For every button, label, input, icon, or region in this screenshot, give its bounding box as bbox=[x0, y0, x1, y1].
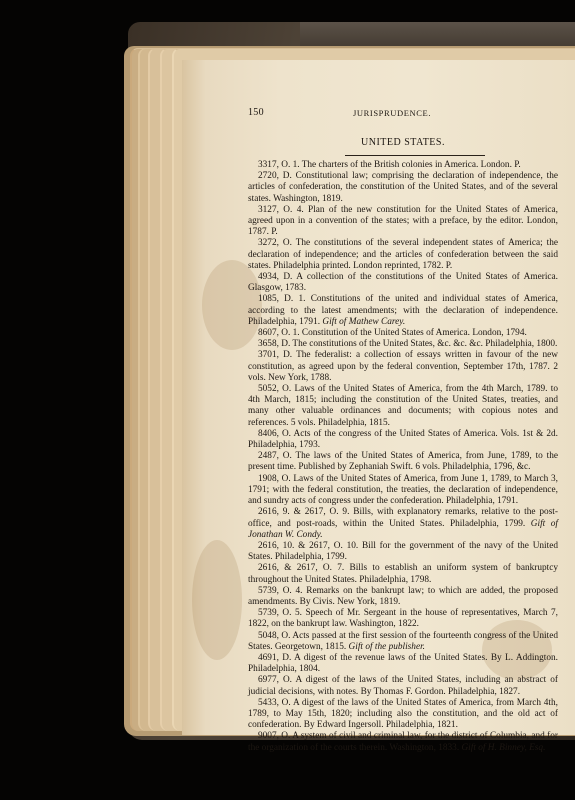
catalog-entry-text: 6977, O. A digest of the laws of the United States, including an abstract of judicial decisions, with notes. By Thomas F. Gordon. Philadelphia, 1827. bbox=[248, 675, 558, 697]
catalog-entry bbox=[248, 339, 558, 350]
catalog-entry bbox=[248, 731, 558, 753]
catalog-entry-text: 8406, O. Acts of the congress of the United States of America. Vols. 1st & 2d. Philadelphia, 1793. bbox=[248, 428, 558, 451]
catalog-entry-text: 5433, O. A digest of the laws of the United States of America, from March 4th, 1789, to May 15th, 1820; including also the constitution, and the old act of confederation. By Edward Ingersoll. Philadelphia, 1821. bbox=[248, 697, 558, 731]
catalog-entry bbox=[248, 451, 558, 473]
catalog-entry bbox=[248, 160, 558, 171]
catalog-entry-text: 5052, O. Laws of the United States of America, from the 4th March, 1789. to 4th March, 1815; including the constitution of the United States, treaties, and many other valuable ordinances and documents; with copious notes and references. 5 vols. Philadelphia, 1815. bbox=[248, 384, 558, 428]
catalog-entries bbox=[248, 160, 558, 754]
page-number: 150 bbox=[248, 107, 264, 118]
catalog-entry bbox=[248, 384, 558, 429]
catalog-entry-gift: Gift of H. Binney, Esq. bbox=[461, 742, 546, 753]
catalog-entry-text: 1908, O. Laws of the United States of America, from June 1, 1789, to March 3, 1791; with the federal constitution, the treaties, the declaration of independence, and sundry acts of congress under the confederation. Philadelphia, 1791. bbox=[248, 473, 558, 507]
catalog-entry bbox=[248, 631, 558, 653]
catalog-entry-text: 3127, O. 4. Plan of the new constitution for the United States of America, agreed upon in a convention of the states; with a preface, by the editor. London, 1787. P. bbox=[248, 204, 558, 238]
catalog-entry-text: 4691, D. A digest of the revenue laws of the United States. By L. Addington. Philadelphia, 1804. bbox=[248, 652, 558, 675]
catalog-entry bbox=[248, 205, 558, 239]
catalog-entry-text: 3317, O. 1. The charters of the British colonies in America. London. P. bbox=[258, 160, 521, 170]
catalog-entry-text: 4934, D. A collection of the constitutions of the United States of America. Glasgow, 1783. bbox=[248, 272, 558, 294]
catalog-entry bbox=[248, 675, 558, 697]
catalog-entry-text: 2616, 10. & 2617, O. 10. Bill for the government of the navy of the United States. Philadelphia, 1799. bbox=[248, 540, 558, 563]
catalog-entry-text: 3658, D. The constitutions of the United States, &c. &c. &c. Philadelphia, 1800. bbox=[258, 339, 558, 350]
catalog-entry bbox=[248, 586, 558, 608]
running-title: JURISPRUDENCE. bbox=[353, 108, 432, 118]
catalog-entry bbox=[248, 698, 558, 732]
section-title: UNITED STATES. bbox=[361, 137, 445, 148]
catalog-entry-text: 5048, O. Acts passed at the first session of the fourteenth congress of the United States. Georgetown, 1815. bbox=[248, 630, 558, 652]
catalog-entry-text: 5739, O. 5. Speech of Mr. Sergeant in the house of representatives, March 7, 1822, on the bankrupt law. Washington, 1822. bbox=[248, 608, 558, 630]
catalog-entry bbox=[248, 350, 558, 384]
catalog-entry bbox=[248, 608, 558, 630]
catalog-entry-text: 2487, O. The laws of the United States of America, from June, 1789, to the present time. Published by Zephaniah Swift. 6 vols. Philadelphia, 1796, &c. bbox=[248, 451, 558, 473]
catalog-entry-gift: Gift of Mathew Carey. bbox=[322, 316, 406, 327]
catalog-entry bbox=[248, 507, 558, 541]
catalog-entry-text: 2720, D. Constitutional law; comprising the declaration of independence, the articles of confederation, the constitution of the United States, and of the several states. Washington, 1819. bbox=[248, 171, 558, 204]
catalog-entry-text: 3701, D. The federalist: a collection of essays written in favour of the new constitution, as agreed upon by the federal convention, September 17th, 1787. 2 vols. New York, 1788. bbox=[248, 350, 558, 383]
catalog-entry-text: 5739, O. 4. Remarks on the bankrupt law; to which are added, the proposed amendments. By Civis. New York, 1819. bbox=[248, 585, 558, 607]
catalog-entry-text: 8607, O. 1. Constitution of the United States of America. London, 1794. bbox=[258, 328, 527, 339]
catalog-entry-text: 2616, & 2617, O. 7. Bills to establish an uniform system of bankruptcy throughout the United States. Philadelphia, 1798. bbox=[248, 563, 558, 585]
catalog-entry-text: 9007, O. A system of civil and criminal law, for the district of Columbia, and for the organization of the courts therein. Washington, 1833. bbox=[248, 731, 558, 753]
catalog-entry bbox=[248, 328, 558, 339]
catalog-entry-text: 1085, D. 1. Constitutions of the united and individual states of America, according to the latest amendments; with the declaration of independence. Philadelphia, 1791. bbox=[248, 294, 558, 327]
catalog-entry-gift: Gift of Jonathan W. Condy. bbox=[248, 518, 558, 540]
catalog-entry-text: 3272, O. The constitutions of the several independent states of America; the declaration of independence; and the articles of confederation between the said states. Philadelphia printed. London reprinted, 1782. P. bbox=[248, 238, 558, 271]
catalog-entry bbox=[248, 272, 558, 294]
catalog-entry bbox=[248, 653, 558, 675]
catalog-entry bbox=[248, 238, 558, 272]
catalog-entry bbox=[248, 541, 558, 563]
catalog-entry bbox=[248, 171, 558, 205]
page-stain bbox=[192, 540, 242, 660]
catalog-entry bbox=[248, 563, 558, 585]
catalog-entry bbox=[248, 294, 558, 328]
catalog-entry bbox=[248, 429, 558, 451]
catalog-entry bbox=[248, 474, 558, 508]
catalog-entry-gift: Gift of the publisher. bbox=[348, 641, 425, 652]
catalog-entry-text: 2616, 9. & 2617, O. 9. Bills, with explanatory remarks, relative to the post-office, and post-roads, within the United States. Philadelphia, 1799. bbox=[248, 507, 558, 529]
section-rule bbox=[345, 155, 485, 156]
page-header bbox=[248, 107, 558, 121]
